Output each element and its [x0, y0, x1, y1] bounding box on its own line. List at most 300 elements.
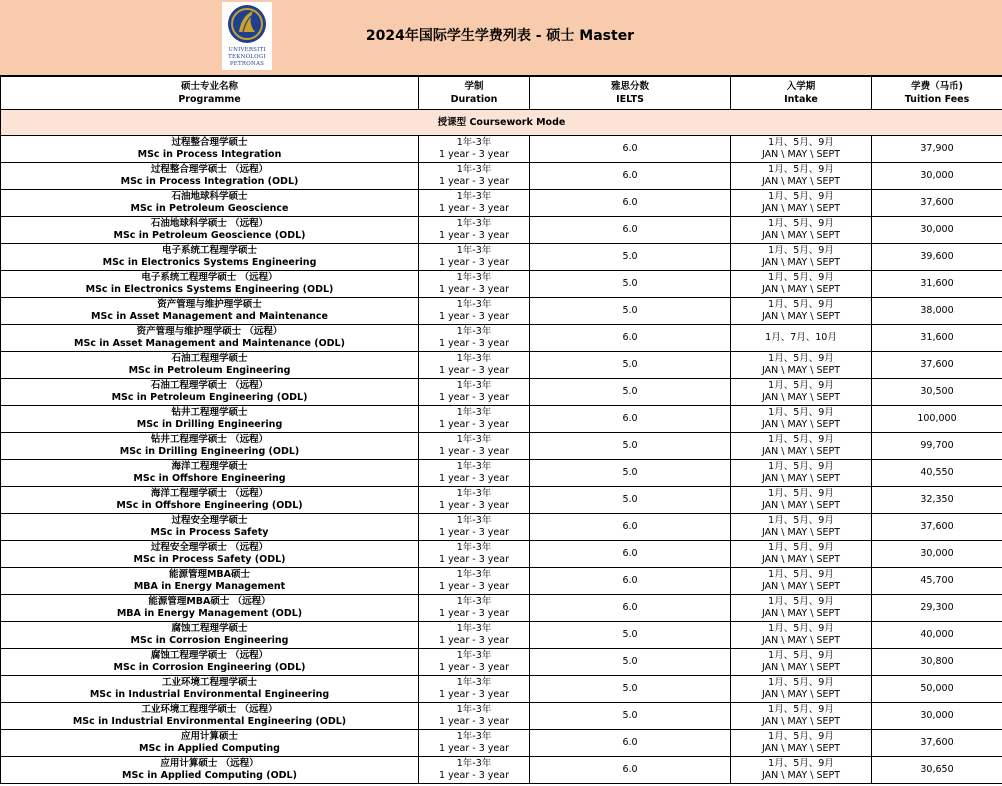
programme-name-zh: 石油工程理学硕士 （远程） — [150, 380, 269, 391]
intake-cell — [731, 163, 872, 190]
tuition-fee-cell: 31,600 — [872, 271, 1002, 298]
table-row — [1, 649, 1002, 676]
duration-zh: 1年-3年 — [456, 650, 492, 661]
intake-zh: 1月、5月、9月 — [768, 623, 834, 634]
tuition-fee-cell: 38,000 — [872, 298, 1002, 325]
programme-name-en: MSc in Process Safety (ODL) — [133, 554, 286, 565]
duration-en: 1 year - 3 year — [439, 230, 509, 241]
programme-name-zh: 电子系统工程理学硕士 — [161, 245, 257, 256]
column-header-programme — [1, 77, 419, 110]
ielts-cell: 6.0 — [530, 730, 731, 757]
table-row — [1, 244, 1002, 271]
intake-en: JAN \ MAY \ SEPT — [761, 635, 841, 646]
intake-cell — [731, 136, 872, 163]
tuition-fee-cell: 32,350 — [872, 487, 1002, 514]
intake-zh: 1月、5月、9月 — [768, 353, 834, 364]
programme-cell — [1, 622, 419, 649]
tuition-fee-cell: 31,600 — [872, 325, 1002, 352]
ielts-cell: 6.0 — [530, 541, 731, 568]
column-header-ielts — [530, 77, 731, 110]
programme-cell — [1, 298, 419, 325]
duration-en: 1 year - 3 year — [439, 203, 509, 214]
programme-cell — [1, 649, 419, 676]
intake-en: JAN \ MAY \ SEPT — [761, 176, 841, 187]
duration-cell — [419, 379, 530, 406]
logo-text-line: TEKNOLOGI — [228, 54, 266, 60]
column-header-en: IELTS — [616, 94, 644, 105]
column-header-en: Programme — [178, 94, 241, 105]
table-row — [1, 676, 1002, 703]
programme-name-zh: 应用计算硕士 （远程） — [160, 758, 259, 769]
programme-name-en: MSc in Asset Management and Maintenance (ODL) — [74, 338, 345, 349]
programme-cell — [1, 352, 419, 379]
duration-cell — [419, 487, 530, 514]
intake-cell — [731, 487, 872, 514]
intake-en: JAN \ MAY \ SEPT — [761, 500, 841, 511]
intake-zh: 1月、5月、9月 — [768, 542, 834, 553]
programme-name-en: MBA in Energy Management — [133, 581, 286, 592]
duration-en: 1 year - 3 year — [439, 257, 509, 268]
duration-cell — [419, 163, 530, 190]
intake-zh: 1月、5月、9月 — [768, 218, 834, 229]
duration-zh: 1年-3年 — [456, 326, 492, 337]
ielts-cell: 6.0 — [530, 136, 731, 163]
intake-en: JAN \ MAY \ SEPT — [761, 554, 841, 565]
intake-cell — [731, 217, 872, 244]
duration-en: 1 year - 3 year — [439, 500, 509, 511]
programme-cell — [1, 190, 419, 217]
duration-en: 1 year - 3 year — [439, 446, 509, 457]
intake-en: JAN \ MAY \ SEPT — [761, 473, 841, 484]
intake-en: JAN \ MAY \ SEPT — [761, 365, 841, 376]
programme-cell — [1, 514, 419, 541]
intake-zh: 1月、5月、9月 — [768, 407, 834, 418]
tuition-fee-cell: 40,000 — [872, 622, 1002, 649]
intake-cell — [731, 406, 872, 433]
tuition-fee-cell: 37,600 — [872, 352, 1002, 379]
programme-cell — [1, 433, 419, 460]
tuition-fee-cell: 100,000 — [872, 406, 1002, 433]
intake-cell — [731, 730, 872, 757]
table-row — [1, 487, 1002, 514]
programme-cell — [1, 676, 419, 703]
programme-name-zh: 腐蚀工程理学硕士 （远程） — [150, 650, 269, 661]
duration-en: 1 year - 3 year — [439, 473, 509, 484]
duration-zh: 1年-3年 — [456, 407, 492, 418]
duration-zh: 1年-3年 — [456, 623, 492, 634]
duration-en: 1 year - 3 year — [439, 527, 509, 538]
page-header — [0, 0, 1002, 76]
programme-name-en: MSc in Electronics Systems Engineering (ODL) — [85, 284, 334, 295]
intake-en: JAN \ MAY \ SEPT — [761, 203, 841, 214]
intake-en: JAN \ MAY \ SEPT — [761, 689, 841, 700]
table-row — [1, 595, 1002, 622]
intake-zh: 1月、5月、9月 — [768, 515, 834, 526]
table-row — [1, 433, 1002, 460]
ielts-cell: 5.0 — [530, 487, 731, 514]
programme-name-zh: 资产管理与维护理学硕士 — [157, 299, 262, 310]
ielts-cell: 5.0 — [530, 244, 731, 271]
ielts-cell: 6.0 — [530, 163, 731, 190]
duration-en: 1 year - 3 year — [439, 392, 509, 403]
intake-en: JAN \ MAY \ SEPT — [761, 419, 841, 430]
intake-cell — [731, 244, 872, 271]
duration-en: 1 year - 3 year — [439, 311, 509, 322]
programme-name-en: MBA in Energy Management (ODL) — [116, 608, 303, 619]
duration-cell — [419, 298, 530, 325]
intake-zh: 1月、5月、9月 — [768, 137, 834, 148]
ielts-cell: 5.0 — [530, 379, 731, 406]
duration-cell — [419, 730, 530, 757]
duration-cell — [419, 325, 530, 352]
intake-cell — [731, 460, 872, 487]
intake-zh: 1月、5月、9月 — [768, 650, 834, 661]
intake-en: JAN \ MAY \ SEPT — [761, 149, 841, 160]
duration-zh: 1年-3年 — [456, 353, 492, 364]
programme-name-zh: 能源管理MBA硕士 （远程） — [148, 596, 271, 607]
programme-name-zh: 过程整合理学硕士 — [171, 137, 248, 148]
programme-name-zh: 工业环境工程理学硕士 （远程） — [141, 704, 278, 715]
section-label: 授课型 Coursework Mode — [1, 110, 1002, 136]
programme-name-zh: 石油工程理学硕士 — [171, 353, 248, 364]
programme-cell — [1, 595, 419, 622]
ielts-cell: 6.0 — [530, 595, 731, 622]
programme-name-zh: 腐蚀工程理学硕士 — [171, 623, 248, 634]
intake-en: JAN \ MAY \ SEPT — [761, 527, 841, 538]
table-row — [1, 460, 1002, 487]
duration-en: 1 year - 3 year — [439, 365, 509, 376]
duration-en: 1 year - 3 year — [439, 662, 509, 673]
intake-zh: 1月、5月、9月 — [768, 731, 834, 742]
table-row — [1, 352, 1002, 379]
duration-zh: 1年-3年 — [456, 515, 492, 526]
intake-en: JAN \ MAY \ SEPT — [761, 743, 841, 754]
logo-text-line: UNIVERSITI — [228, 47, 266, 53]
intake-en: JAN \ MAY \ SEPT — [761, 392, 841, 403]
duration-cell — [419, 244, 530, 271]
programme-cell — [1, 163, 419, 190]
intake-zh: 1月、5月、9月 — [768, 704, 834, 715]
intake-zh: 1月、5月、9月 — [768, 380, 834, 391]
duration-en: 1 year - 3 year — [439, 284, 509, 295]
ielts-cell: 6.0 — [530, 514, 731, 541]
duration-cell — [419, 541, 530, 568]
intake-cell — [731, 352, 872, 379]
programme-name-en: MSc in Process Safety — [150, 527, 269, 538]
ielts-cell: 6.0 — [530, 217, 731, 244]
intake-zh: 1月、5月、9月 — [768, 299, 834, 310]
duration-cell — [419, 568, 530, 595]
duration-cell — [419, 595, 530, 622]
programme-cell — [1, 703, 419, 730]
programme-name-zh: 过程整合理学硕士 （远程） — [150, 164, 269, 175]
intake-zh: 1月、5月、9月 — [768, 677, 834, 688]
intake-en: JAN \ MAY \ SEPT — [761, 230, 841, 241]
duration-en: 1 year - 3 year — [439, 581, 509, 592]
table-row — [1, 730, 1002, 757]
programme-name-en: MSc in Petroleum Geoscience (ODL) — [113, 230, 306, 241]
column-header-tuition-fees — [872, 77, 1002, 110]
duration-zh: 1年-3年 — [456, 137, 492, 148]
intake-en: JAN \ MAY \ SEPT — [761, 311, 841, 322]
duration-en: 1 year - 3 year — [439, 635, 509, 646]
tuition-fee-cell: 30,800 — [872, 649, 1002, 676]
programme-cell — [1, 217, 419, 244]
column-header-zh: 硕士专业名称 — [180, 81, 238, 92]
programme-name-en: MSc in Process Integration — [137, 149, 282, 160]
programme-name-en: MSc in Process Integration (ODL) — [120, 176, 299, 187]
column-header-en: Duration — [450, 94, 498, 105]
duration-cell — [419, 352, 530, 379]
programme-name-en: MSc in Corrosion Engineering — [130, 635, 289, 646]
table-row — [1, 568, 1002, 595]
ielts-cell: 5.0 — [530, 460, 731, 487]
programme-name-zh: 工业环境工程理学硕士 — [161, 677, 257, 688]
duration-zh: 1年-3年 — [456, 191, 492, 202]
programme-cell — [1, 487, 419, 514]
duration-en: 1 year - 3 year — [439, 743, 509, 754]
duration-zh: 1年-3年 — [456, 245, 492, 256]
intake-cell — [731, 514, 872, 541]
column-header-duration — [419, 77, 530, 110]
programme-name-zh: 石油地球科学硕士 — [171, 191, 248, 202]
duration-cell — [419, 757, 530, 784]
duration-zh: 1年-3年 — [456, 731, 492, 742]
ielts-cell: 5.0 — [530, 433, 731, 460]
duration-cell — [419, 622, 530, 649]
duration-zh: 1年-3年 — [456, 488, 492, 499]
programme-cell — [1, 271, 419, 298]
programme-cell — [1, 757, 419, 784]
programme-name-en: MSc in Petroleum Engineering — [128, 365, 291, 376]
programme-cell — [1, 541, 419, 568]
intake-cell — [731, 379, 872, 406]
section-row — [1, 110, 1002, 136]
duration-cell — [419, 136, 530, 163]
intake-cell — [731, 595, 872, 622]
programme-name-zh: 海洋工程理学硕士 （远程） — [150, 488, 269, 499]
logo-emblem-icon — [222, 2, 272, 48]
duration-en: 1 year - 3 year — [439, 608, 509, 619]
duration-cell — [419, 649, 530, 676]
intake-zh: 1月、7月、10月 — [765, 332, 837, 343]
tuition-fee-cell: 37,900 — [872, 136, 1002, 163]
programme-name-en: MSc in Applied Computing (ODL) — [122, 770, 297, 781]
programme-name-en: MSc in Drilling Engineering (ODL) — [119, 446, 300, 457]
ielts-cell: 6.0 — [530, 190, 731, 217]
programme-name-zh: 石油地球科学硕士 （远程） — [150, 218, 269, 229]
programme-name-en: MSc in Offshore Engineering (ODL) — [116, 500, 303, 511]
intake-cell — [731, 703, 872, 730]
tuition-fee-cell: 39,600 — [872, 244, 1002, 271]
duration-zh: 1年-3年 — [456, 596, 492, 607]
intake-zh: 1月、5月、9月 — [768, 596, 834, 607]
programme-cell — [1, 244, 419, 271]
duration-cell — [419, 190, 530, 217]
duration-en: 1 year - 3 year — [439, 419, 509, 430]
ielts-cell: 6.0 — [530, 568, 731, 595]
duration-zh: 1年-3年 — [456, 164, 492, 175]
intake-cell — [731, 433, 872, 460]
intake-zh: 1月、5月、9月 — [768, 272, 834, 283]
ielts-cell: 5.0 — [530, 703, 731, 730]
duration-en: 1 year - 3 year — [439, 716, 509, 727]
programme-name-en: MSc in Offshore Engineering — [133, 473, 286, 484]
programme-name-en: MSc in Drilling Engineering — [136, 419, 283, 430]
ielts-cell: 6.0 — [530, 325, 731, 352]
programme-name-zh: 电子系统工程理学硕士 （远程） — [141, 272, 278, 283]
ielts-cell: 5.0 — [530, 649, 731, 676]
duration-cell — [419, 406, 530, 433]
tuition-fee-cell: 99,700 — [872, 433, 1002, 460]
intake-en: JAN \ MAY \ SEPT — [761, 257, 841, 268]
intake-zh: 1月、5月、9月 — [768, 245, 834, 256]
tuition-fee-cell: 37,600 — [872, 190, 1002, 217]
duration-en: 1 year - 3 year — [439, 149, 509, 160]
duration-zh: 1年-3年 — [456, 218, 492, 229]
intake-zh: 1月、5月、9月 — [768, 461, 834, 472]
tuition-fee-cell: 37,600 — [872, 514, 1002, 541]
tuition-fee-cell: 30,000 — [872, 163, 1002, 190]
page-title: 2024年国际学生学费列表 - 硕士 Master — [365, 28, 635, 44]
column-header-zh: 学制 — [464, 81, 484, 92]
intake-en: JAN \ MAY \ SEPT — [761, 608, 841, 619]
column-header-en: Tuition Fees — [904, 94, 970, 105]
ielts-cell: 5.0 — [530, 352, 731, 379]
table-row — [1, 325, 1002, 352]
programme-name-en: MSc in Industrial Environmental Engineering (ODL) — [72, 716, 347, 727]
intake-cell — [731, 298, 872, 325]
programme-name-zh: 资产管理与维护理学硕士 （远程） — [136, 326, 283, 337]
table-row — [1, 622, 1002, 649]
programme-name-zh: 钻井工程理学硕士 （远程） — [150, 434, 269, 445]
intake-cell — [731, 622, 872, 649]
ielts-cell: 5.0 — [530, 676, 731, 703]
programme-name-en: MSc in Industrial Environmental Engineering — [89, 689, 330, 700]
table-row — [1, 406, 1002, 433]
tuition-fee-cell: 40,550 — [872, 460, 1002, 487]
intake-cell — [731, 325, 872, 352]
ielts-cell: 5.0 — [530, 622, 731, 649]
intake-cell — [731, 649, 872, 676]
programme-cell — [1, 325, 419, 352]
duration-zh: 1年-3年 — [456, 677, 492, 688]
table-row — [1, 379, 1002, 406]
ielts-cell: 5.0 — [530, 298, 731, 325]
tuition-fee-cell: 50,000 — [872, 676, 1002, 703]
column-header-en: Intake — [784, 94, 818, 105]
programme-name-en: MSc in Applied Computing — [139, 743, 280, 754]
duration-zh: 1年-3年 — [456, 434, 492, 445]
intake-en: JAN \ MAY \ SEPT — [761, 770, 841, 781]
duration-en: 1 year - 3 year — [439, 770, 509, 781]
university-logo — [222, 2, 272, 70]
duration-cell — [419, 703, 530, 730]
logo-text-line: PETRONAS — [229, 61, 265, 67]
ielts-cell: 5.0 — [530, 271, 731, 298]
intake-en: JAN \ MAY \ SEPT — [761, 284, 841, 295]
duration-zh: 1年-3年 — [456, 704, 492, 715]
duration-zh: 1年-3年 — [456, 380, 492, 391]
tuition-fee-cell: 30,000 — [872, 541, 1002, 568]
tuition-fee-cell: 30,000 — [872, 703, 1002, 730]
column-header-zh: 入学期 — [786, 81, 816, 92]
tuition-fee-cell: 30,650 — [872, 757, 1002, 784]
ielts-cell: 6.0 — [530, 406, 731, 433]
duration-cell — [419, 217, 530, 244]
programme-name-zh: 钻井工程理学硕士 — [171, 407, 248, 418]
tuition-fee-cell: 30,000 — [872, 217, 1002, 244]
column-header-row — [1, 77, 1002, 110]
intake-en: JAN \ MAY \ SEPT — [761, 446, 841, 457]
table-row — [1, 703, 1002, 730]
tuition-fee-cell: 30,500 — [872, 379, 1002, 406]
intake-cell — [731, 676, 872, 703]
duration-cell — [419, 514, 530, 541]
duration-zh: 1年-3年 — [456, 461, 492, 472]
table-row — [1, 190, 1002, 217]
table-row — [1, 163, 1002, 190]
intake-zh: 1月、5月、9月 — [768, 488, 834, 499]
programme-name-zh: 过程安全理学硕士 — [171, 515, 248, 526]
programme-cell — [1, 730, 419, 757]
table-row — [1, 757, 1002, 784]
intake-cell — [731, 757, 872, 784]
duration-zh: 1年-3年 — [456, 758, 492, 769]
intake-zh: 1月、5月、9月 — [768, 164, 834, 175]
programme-name-zh: 过程安全理学硕士 （远程） — [150, 542, 269, 553]
tuition-fee-cell: 45,700 — [872, 568, 1002, 595]
tuition-table — [0, 76, 1002, 784]
table-row — [1, 514, 1002, 541]
intake-en: JAN \ MAY \ SEPT — [761, 662, 841, 673]
intake-cell — [731, 190, 872, 217]
intake-zh: 1月、5月、9月 — [768, 758, 834, 769]
duration-zh: 1年-3年 — [456, 272, 492, 283]
duration-en: 1 year - 3 year — [439, 338, 509, 349]
programme-cell — [1, 379, 419, 406]
table-row — [1, 271, 1002, 298]
ielts-cell: 6.0 — [530, 757, 731, 784]
column-header-zh: 学费（马币) — [911, 81, 963, 92]
duration-zh: 1年-3年 — [456, 569, 492, 580]
intake-zh: 1月、5月、9月 — [768, 569, 834, 580]
programme-name-zh: 海洋工程理学硕士 — [171, 461, 248, 472]
intake-cell — [731, 568, 872, 595]
table-row — [1, 298, 1002, 325]
programme-cell — [1, 136, 419, 163]
programme-name-zh: 能源管理MBA硕士 — [168, 569, 251, 580]
table-row — [1, 217, 1002, 244]
programme-name-en: MSc in Petroleum Engineering (ODL) — [111, 392, 308, 403]
duration-cell — [419, 271, 530, 298]
column-header-intake — [731, 77, 872, 110]
programme-name-en: MSc in Electronics Systems Engineering — [102, 257, 317, 268]
duration-cell — [419, 433, 530, 460]
duration-cell — [419, 676, 530, 703]
tuition-fee-cell: 37,600 — [872, 730, 1002, 757]
intake-zh: 1月、5月、9月 — [768, 191, 834, 202]
programme-cell — [1, 406, 419, 433]
duration-en: 1 year - 3 year — [439, 176, 509, 187]
duration-en: 1 year - 3 year — [439, 554, 509, 565]
intake-en: JAN \ MAY \ SEPT — [761, 581, 841, 592]
programme-name-en: MSc in Corrosion Engineering (ODL) — [113, 662, 306, 673]
duration-cell — [419, 460, 530, 487]
column-header-zh: 雅思分数 — [610, 81, 649, 92]
table-row — [1, 136, 1002, 163]
intake-cell — [731, 541, 872, 568]
